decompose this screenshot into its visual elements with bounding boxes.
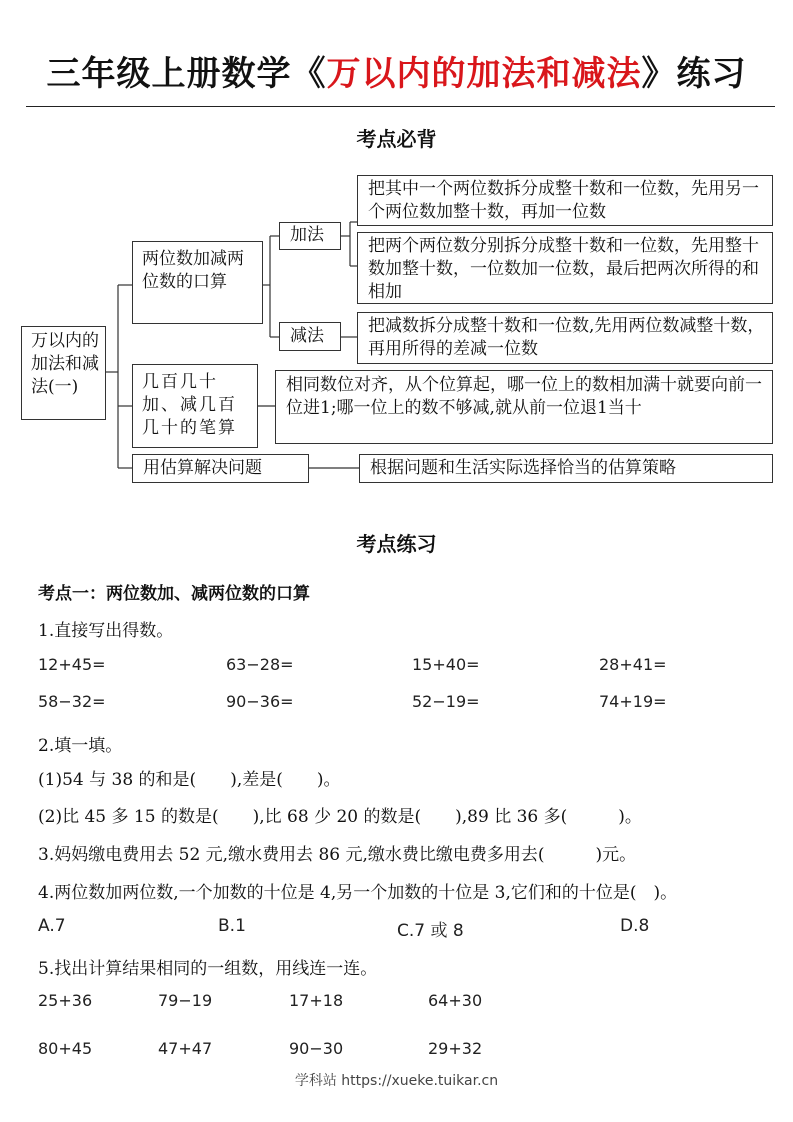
mindmap-add-method-1: 把其中一个两位数拆分成整十数和一位数，先用另一个两位数加整十数，再加一位数 <box>357 175 773 226</box>
oral-calc-item: 15+40= <box>412 655 480 674</box>
section-heading-practice: 考点练习 <box>356 532 437 556</box>
oral-calc-item: 74+19= <box>599 692 667 711</box>
title-highlight: 万以内的加法和减法 <box>326 54 642 94</box>
question-3: 3.妈妈缴电费用去 52 元,缴水费用去 86 元,缴水费比缴电费多用去( )元。 <box>38 845 637 865</box>
section-heading-memorize: 考点必背 <box>356 127 437 151</box>
oral-calc-item: 52−19= <box>412 692 480 711</box>
mindmap-root: 万以内的加法和减法(一) <box>21 326 106 420</box>
match-item-bottom: 80+45 <box>38 1039 93 1058</box>
match-item-top: 25+36 <box>38 991 93 1010</box>
mindmap-add-method-2: 把两个两位数分别拆分成整十数和一位数，先用整十数加整十数，一位数加一位数，最后把两次所得的和相加 <box>357 232 773 304</box>
match-item-bottom: 29+32 <box>428 1039 483 1058</box>
mindmap-estimation-desc: 根据问题和生活实际选择恰当的估算策略 <box>359 454 773 483</box>
question-4-option-b: B.1 <box>218 916 246 936</box>
oral-calc-item: 58−32= <box>38 692 106 711</box>
title-prefix: 三年级上册数学《 <box>46 54 327 94</box>
oral-calc-item: 12+45= <box>38 655 106 674</box>
match-item-bottom: 47+47 <box>158 1039 213 1058</box>
mindmap-branch-written-calc: 几百几十加、减几百几十的笔算 <box>132 364 258 448</box>
question-4-option-a: A.7 <box>38 916 66 936</box>
mindmap-sub-label: 减法 <box>279 322 341 351</box>
mindmap-branch-estimation: 用估算解决问题 <box>132 454 309 483</box>
question-4-stem: 4.两位数加两位数,一个加数的十位是 4,另一个加数的十位是 3,它们和的十位是( )。 <box>38 883 678 903</box>
mindmap-sub-method: 把减数拆分成整十数和一位数,先用两位数减整十数，再用所得的差减一位数 <box>357 312 773 364</box>
question-2-item-2: (2)比 45 多 15 的数是( ),比 68 少 20 的数是( ),89 比 36 多( )。 <box>38 807 642 827</box>
question-5-title: 5.找出计算结果相同的一组数，用线连一连。 <box>38 959 378 979</box>
question-4-option-c: C.7 或 8 <box>397 921 464 941</box>
match-item-top: 79−19 <box>158 991 213 1010</box>
question-2-item-1: (1)54 与 38 的和是( ),差是( )。 <box>38 770 341 790</box>
mindmap-add-label: 加法 <box>279 222 341 250</box>
topic-1-heading: 考点一：两位数加、减两位数的口算 <box>38 584 310 604</box>
match-item-top: 17+18 <box>289 991 344 1010</box>
match-item-top: 64+30 <box>428 991 483 1010</box>
question-4-option-d: D.8 <box>620 916 650 936</box>
title-suffix: 》练习 <box>641 54 747 94</box>
question-2-title: 2.填一填。 <box>38 736 123 756</box>
oral-calc-item: 90−36= <box>226 692 294 711</box>
oral-calc-item: 28+41= <box>599 655 667 674</box>
match-item-bottom: 90−30 <box>289 1039 344 1058</box>
mindmap-branch-oral-calc: 两位数加减两位数的口算 <box>132 241 263 324</box>
mindmap-written-calc-desc: 相同数位对齐，从个位算起，哪一位上的数相加满十就要向前一位进1;哪一位上的数不够减,就从前一位退1当十 <box>275 370 773 444</box>
footer-watermark: 学科站 https://xueke.tuikar.cn <box>294 1073 499 1089</box>
oral-calc-item: 63−28= <box>226 655 294 674</box>
question-1-title: 1.直接写出得数。 <box>38 621 174 641</box>
